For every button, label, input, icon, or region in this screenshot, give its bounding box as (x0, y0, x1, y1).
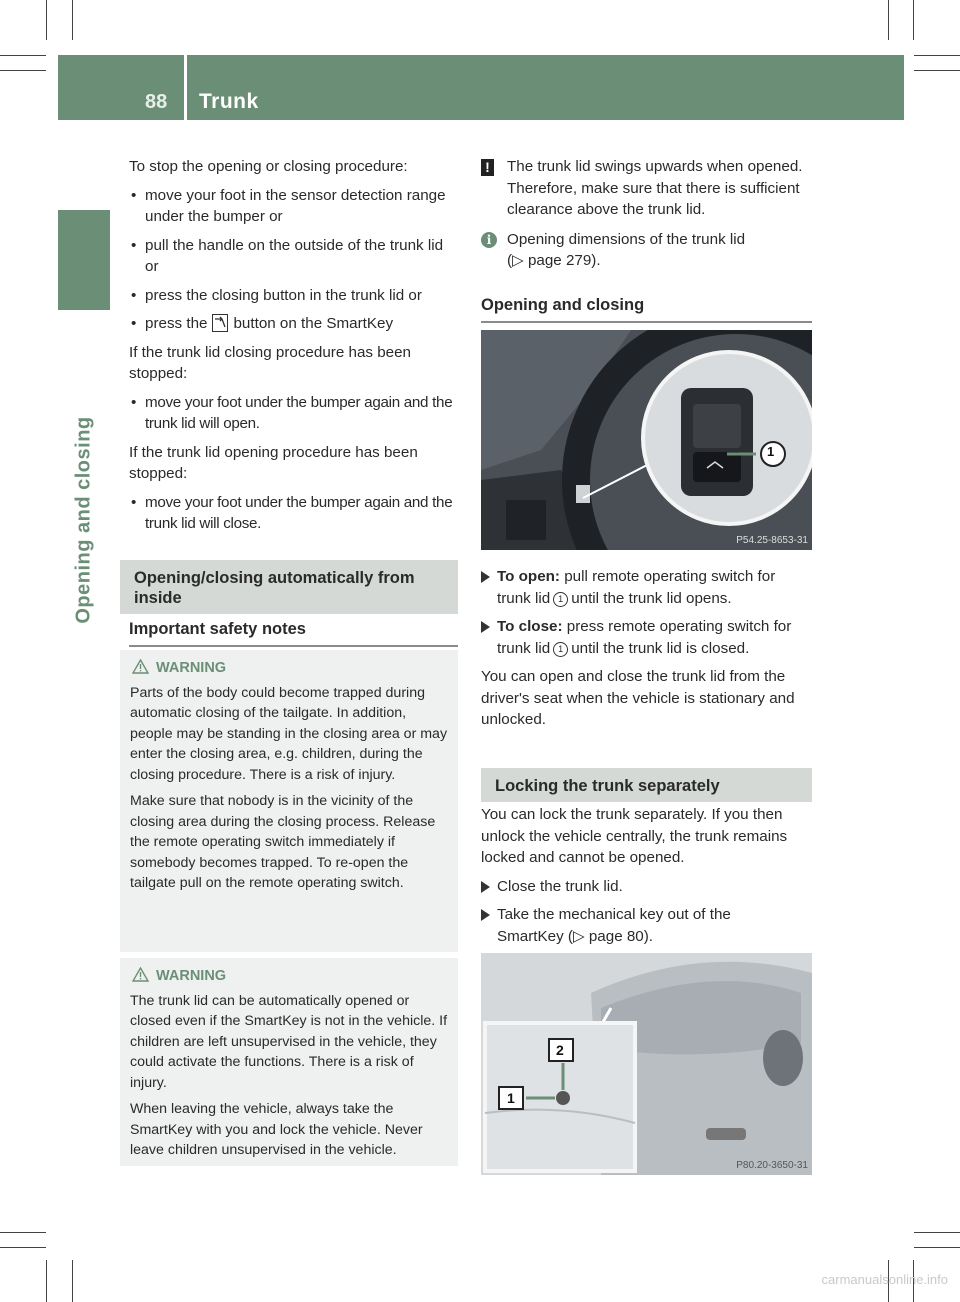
list-item: • press the button on the SmartKey (131, 315, 394, 332)
callout-1-icon: 1 (553, 642, 568, 657)
crop-mark (914, 55, 960, 56)
side-tab-marker (58, 210, 110, 310)
warning-icon (132, 967, 149, 982)
list-item: • pull the handle on the outside of the trunk lid or (131, 236, 444, 275)
crop-mark (914, 1232, 960, 1233)
crop-mark (0, 1247, 46, 1248)
list-item: • move your foot in the sensor detection range under the bumper or (131, 186, 446, 225)
figure-remote-switch-illustration (481, 330, 812, 550)
page-header (58, 55, 904, 120)
warning-title: WARNING (156, 968, 227, 984)
crop-mark (0, 70, 46, 71)
figure-callout-1: 1 (507, 1090, 515, 1106)
crop-mark (72, 1260, 73, 1302)
list-item: • press the closing button in the trunk lid or (131, 286, 422, 304)
crop-mark (72, 0, 73, 40)
trunk-button-icon (212, 314, 228, 332)
subheading-safety-notes: Important safety notes (129, 620, 458, 647)
warning-text: When leaving the vehicle, always take the SmartKey with you and lock the vehicle. Never leave children unsupervised in the vehicle. (130, 1101, 423, 1158)
figure-trunk-lock-illustration (481, 953, 812, 1175)
lock-text: You can lock the trunk separately. If you then unlock the vehicle centrally, the trunk remains locked and cannot be opened. (481, 806, 788, 866)
figure-callout: 1 (767, 444, 775, 459)
section-heading-locking-trunk: Locking the trunk separately (481, 768, 812, 802)
step-to-open: To open: pull remote operating switch for trunk lid 1 until the trunk lid opens. (481, 566, 812, 609)
crop-mark (0, 1232, 46, 1233)
driver-seat-text: You can open and close the trunk lid from the driver's seat when the vehicle is stationary and unlocked. (481, 668, 795, 728)
warning-text: Make sure that nobody is in the vicinity of the closing area during the closing process. Release the remote operating switch immediately if somebody becomes trapped. To re-open the tailgate pull on the remote operating switch. (130, 793, 436, 891)
page-title: Trunk (199, 90, 259, 113)
crop-mark (914, 1247, 960, 1248)
crop-mark (888, 0, 889, 40)
warning-text: Parts of the body could become trapped during automatic closing of the tailgate. In addition, people may be standing in the closing area or may enter the closing area, e.g. children, during the closing procedure. There is a risk of injury. (130, 684, 448, 783)
figure-caption: P80.20-3650-31 (736, 1160, 808, 1171)
figure-callout-2: 2 (556, 1042, 564, 1058)
caution-icon: ! (481, 159, 494, 176)
side-tab-label: Opening and closing (72, 416, 95, 624)
info-icon: i (481, 232, 497, 248)
warning-icon (132, 659, 149, 674)
crop-mark (46, 0, 47, 40)
figure-remote-switch (481, 330, 812, 550)
list-item: • move your foot under the bumper again and the trunk lid will close. (131, 493, 453, 532)
figure-caption: P54.25-8653-31 (736, 535, 808, 546)
caution-note: ! The trunk lid swings upwards when opened. Therefore, make sure that there is sufficient clearance above the trunk lid. (481, 156, 812, 221)
crop-mark (0, 55, 46, 56)
step-to-close: To close: press remote operating switch for trunk lid 1 until the trunk lid is closed. (481, 616, 812, 659)
step-close-trunk: Close the trunk lid. (481, 876, 812, 898)
crop-mark (913, 0, 914, 40)
warning-text: The trunk lid can be automatically opened or closed even if the SmartKey is not in the vehicle. If children are left unsupervised in the vehicle, they could activate the functions. There is a risk of injury. (130, 992, 448, 1091)
watermark: carmanualsonline.info (821, 1272, 948, 1287)
header-divider (184, 55, 187, 120)
subheading-opening-closing: Opening and closing (481, 296, 812, 323)
warning-box (120, 958, 458, 1166)
right-column-steps (481, 566, 812, 738)
crop-mark (46, 1260, 47, 1302)
info-note: i Opening dimensions of the trunk lid (▷ page 279). (481, 229, 812, 272)
left-column (129, 156, 460, 542)
callout-1-icon: 1 (553, 592, 568, 607)
crop-mark (914, 70, 960, 71)
intro-text: To stop the opening or closing procedure: (129, 158, 408, 175)
warning-title: WARNING (156, 660, 227, 676)
figure-trunk-lock (481, 953, 812, 1175)
right-column-notes (481, 156, 812, 272)
closing-stopped-text: If the trunk lid closing procedure has been stopped: (129, 343, 411, 382)
list-item: • move your foot under the bumper again and the trunk lid will open. (131, 393, 453, 432)
right-column-lock (481, 804, 812, 954)
page-number: 88 (145, 91, 168, 113)
step-take-key: Take the mechanical key out of the SmartKey (▷ page 80). (481, 904, 812, 947)
warning-box (120, 650, 458, 952)
section-heading-opening-closing-auto: Opening/closing automatically from inside (120, 560, 458, 614)
opening-stopped-text: If the trunk lid opening procedure has been stopped: (129, 443, 418, 482)
